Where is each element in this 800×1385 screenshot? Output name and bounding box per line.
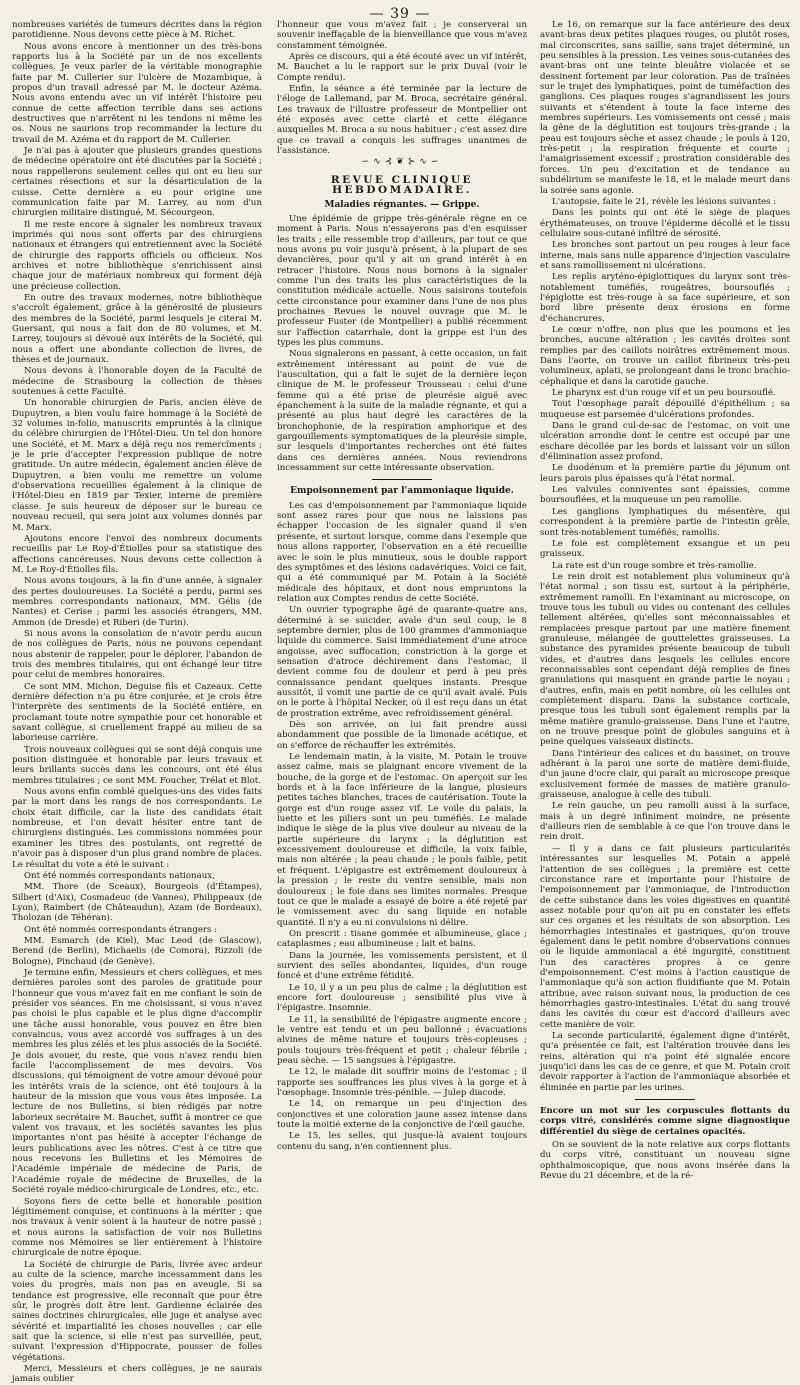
paragraph: Les cas d'empoisonnement par l'ammoniaque liquide sont assez rares pour que nous ne laissions pas échapper l'occasion de les signaler quand il s'en présente, et surtout lorsque, comme dans l'exemple que nous allons rapporter, l'observation en a été recueillie avec le soin le plus minutieux, sous le double rapport des symptômes et des lésions cadavériques. Voici ce fait, qui a été communiqué par M. Potain à la Société médicale des hôpitaux, et dont nous empruntons la relation aux Comptes rendus de cette Société.: [277, 500, 527, 604]
paragraph: Les bronches sont partout un peu rouges à leur face interne, mais sans nulle apparence d'injection vasculaire et sans ramollissement ni ulcérations.: [540, 240, 790, 271]
paragraph: La Société de chirurgie de Paris, livrée avec ardeur au culte de la science, marche incessamment dans les voies du progrès, mais non pas en aveugle. Si sa tendance est progressive, elle reconnaît que pour être sûr, le progrès doit être lent. Gardienne éclairée des saines doctrines chirurgicales, elle juge et analyse avec sévérité et impartialité les choses nouvelles ; car elle sait que la science, si elle n'est pas surveillée, peut, suivant l'expression d'Hippocrate, pousser de folles végétations.: [12, 1259, 262, 1363]
paragraph: Le 14, on remarque un peu d'injection des conjonctives et une coloration jaune assez intense dans toute la moitié externe de la conjonctive de l'œil gauche.: [277, 1099, 527, 1131]
paragraph: Ont été nommés correspondants étrangers :: [24, 924, 218, 935]
paragraph: MM. Thore (de Sceaux), Bourgeois (d'Étampes), Silbert (d'Aix), Cosmadeuc (de Vannes), Philippeaux (de Lyon), Raimbert (de Châteaudun), Azam (de Bordeaux), Tholozan (de Téhéran).: [12, 882, 262, 924]
paragraph: Le 15, les selles, qui jusque-là avaient toujours contenu du sang, n'en contiennent plus.: [277, 1131, 527, 1152]
paragraph: Soyons fiers de cette belle et honorable position légitimement conquise, et continuons à la mériter ; que nos travaux à venir soient à la hauteur de notre passé ; et nous aurons la satisfaction de voir nos Bulletins comme nos Mémoires se lier entièrement à l'histoire chirurgicale de notre époque.: [12, 1196, 262, 1259]
paragraph: La seconde particularité, également digne d'intérêt, qu'a présentée ce fait, est l'altération trouvée dans les reins, altération qui n'a point été signalée encore jusqu'ici dans les cas de ce genre, et que M. Potain croit devoir rapporter à l'action de l'ammoniaque absorbée et éliminée en partie par les urines.: [540, 1031, 790, 1093]
paragraph: Le 11, la sensibilité de l'épigastre augmente encore ; le ventre est tendu et un peu ballonné ; évacuations alvines de même nature et toujours très-copieuses ; pouls toujours très-fréquent et petit ; chaleur fébrile ; peau sèche. — 15 sangsues à l'épigastre.: [277, 1014, 527, 1066]
paragraph: Nous avons encore à mentionner un des très-bons rapports lus à la Société par un de nos excellents collègues. Je veux parler de la véritable monographie faite par M. Cullerier sur l'ulcère de Mozambique, à propos d'un travail adressé par M. le docteur Azéma. Nous avons entendu avec un vif intérêt l'histoire peu connue de cette affection terrible dans ses actions destructives que n'arrêtent ni les tendons ni même les os. Nous ne saurions trop recommander la lecture du travail de M. Azéma et du rapport de M. Cullerier.: [12, 41, 262, 145]
paragraph: Une épidémie de grippe très-générale règne en ce moment à Paris. Nous n'essayerons pas d'en esquisser les traits ; elle ressemble trop d'ailleurs, par tout ce que nous avons pu voir jusqu'à présent, à la plupart de ses devancières, pour qu'il y ait un grand intérêt à en retracer l'histoire. Nous nous bornons à la signaler comme l'un des traits les plus caractéristiques de la constitution médicale actuelle. Nous saisirons toutefois cette circonstance pour examiner dans l'une de nos plus prochaines Revues le nouvel ouvrage que M. le professeur Fuster (de Montpellier) a publié récemment sur l'affection catarrhale, dont la grippe est l'un des types les plus communs.: [277, 213, 527, 348]
paragraph: Nous devons à l'honorable doyen de la Faculté de médecine de Strasbourg la collection de thèses soutenues à cette Faculté.: [12, 366, 262, 398]
paragraph: Le lendemain matin, à la visite, M. Potain le trouve assez calme, mais se plaignant encore vivement de la bouche, de la gorge et de l'estomac. On aperçoit sur les bords et à la face inférieure de la langue, plusieurs petites taches blanches, traces de cautérisation. Toute la gorge est d'un rouge assez vif. Le voile du palais, la luette et les piliers sont un peu tuméfiés. Le malade indique le siège de la plus vive douleur au niveau de la partie supérieure du larynx ; la déglutition est excessivement douloureuse et difficile, la voix faible, mais non altérée ; la peau chaude ; le pouls faible, petit et fréquent. L'épigastre est extrêmement douloureux à la pression ; le reste du ventre sensible, mais non douloureux ; le foie dans ses limites normales. Presque tout ce que le malade a essayé de boire a été rejeté par le vomissement avec du sang liquide en notable quantité. Il n'y a eu ni convulsions ni délire.: [277, 752, 527, 928]
paragraph: Je termine enfin, Messieurs et chers collègues, et mes dernières paroles sont des paroles de gratitude pour l'honneur que vous m'avez fait en me confiant le soin de présider vos séances. En me choisissant, si vous n'avez pas choisi le plus capable et le plus digne d'accomplir une tâche aussi honorable, vous pouvez en être bien convaincus, vous avez accordé vos suffrages à un des membres les plus zélés et les plus associés de la Société. Je dois avouer, du reste, que vous n'avez rendu bien facile l'accomplissement de mes devoirs. Vos discussions, qui témoignent de votre amour dévoué pour les intérêts vrais de la science, ont été toujours à la hauteur de la mission que vous vous êtes imposée. La lecture de nos Bulletins, si bien rédigés par notre laborieux secrétaire M. Bauchet, suffit à montrer ce que valent vos travaux, et les sociétés savantes les plus importantes n'ont pas hésité à accepter l'échange de leurs publications avec les nôtres. C'est à ce titre que nous recevons les Bulletins et les Mémoires de l'Académie impériale de médecine de Paris, de l'Académie royale de médecine de Bruxelles, de la Société royale médico-chirurgicale de Londres, etc., etc.: [12, 967, 262, 1196]
paragraph: On prescrit : tisane gommée et albumineuse, glace ; cataplasmes ; eau albumineuse ; lait et bains.: [277, 928, 527, 950]
divider: [635, 1099, 695, 1100]
paragraph: Je n'ai pas à ajouter que plusieurs grandes questions de médecine opératoire ont été discutées par la Société ; nous rappellerons seulement celles qui ont eu lieu sur certaines résections et sur la désarticulation de la cuisse. Cette dernière a eu pour origine une communication faite par M. Larrey, au nom d'un chirurgien militaire distingué, M. Sécourgeon.: [12, 146, 262, 219]
paragraph: Le duodénum et la première partie du jéjunum ont leurs parois plus épaisses qu'à l'état normal.: [540, 463, 790, 484]
paragraph: Un honorable chirurgien de Paris, ancien élève de Dupuytren, a bien voulu faire hommage à la Société de 32 volumes in-folio, manuscrits empruntés à la clinique du célèbre chirurgien de l'Hôtel-Dieu. Un tel don honore une Société, et M. Marx a déjà reçu nos remercîments ; je le prie d'accepter l'expression publique de notre gratitude. Un autre médecin, également ancien élève de Dupuytren, a bien voulu me remettre un volume d'observations recueillies également à la clinique de l'Hôtel-Dieu en 1819 par Texier, interne de première classe. Je suis heureux de déposer sur le bureau ce nouveau recueil, qui sera joint aux volumes donnés par M. Marx.: [12, 398, 262, 533]
paragraph: Le pharynx est d'un rouge vif et un peu boursouflé.: [552, 388, 776, 399]
paragraph: Après ce discours, qui a été écouté avec un vif intérêt, M. Bauchet a lu le rapport sur le prix Duval (voir le Compte rendu).: [277, 52, 527, 83]
column-right: [540, 20, 791, 1182]
paragraph: — Il y a dans ce fait plusieurs particularités intéressantes sur lesquelles M. Potain a appelé l'attention de ses collègues ; la première est cette circonstance rare et importante pour l'histoire de l'empoisonnement par l'ammoniaque, de l'introduction de cette substance dans les voies digestives en quantité assez notable pour qu'on ait pu en constater les effets sur ces organes et les résultats de son absorption. Les hémorrhagies intestinales et gastriques, qu'on trouve également dans le petit nombre d'observations connues où le liquide ammoniacal a été ingurgité, constituent l'un des caractères propres à ce genre d'empoisonnement. C'est moins à l'action caustique de l'ammoniaque qu'à son action fluidifiante que M. Potain attribue, avec raison suivant nous, la production de ces hémorrhagies gastro-intestinales. L'état du sang trouvé dans les cavités du cœur est d'accord d'ailleurs avec cette manière de voir.: [540, 843, 790, 1030]
paragraph: Dès son arrivée, on lui fait prendre aussi abondamment que possible de la limonade acétique, et on s'efforce de réchauffer les extrémités.: [277, 720, 527, 751]
paragraph: Le rein gauche, un peu ramolli aussi à la surface, mais à un degré infiniment moindre, ne présente d'ailleurs rien de semblable à ce que l'on trouve dans le rein droit.: [540, 801, 790, 843]
paragraph: La rate est d'un rouge sombre et très-ramollie.: [552, 560, 757, 571]
paragraph: Il me reste encore à signaler les nombreux travaux imprimés qui nous sont offerts par des chirurgiens nationaux et étrangers qui entretiennent avec la Société de chirurgie des rapports officiels ou officieux. Nos archives et notre bibliothèque s'enrichissent ainsi chaque jour de matériaux nombreux qui forment déjà une précieuse collection.: [12, 219, 262, 292]
paragraph: Ajoutons encore l'envoi des nombreux documents recueillis par Le Roy-d'Étiolles pour sa statistique des affections cancéreuses. Nous devons cette collection à M. Le Roy-d'Étiolles fils.: [12, 533, 262, 575]
paragraph: Tout l'œsophage paraît dépouillé d'épithélium ; sa muqueuse est parsemée d'ulcérations profondes.: [540, 399, 790, 420]
paragraph: Nous avons toujours, à la fin d'une année, à signaler des pertes douloureuses. La Société a perdu, parmi ses membres correspondants nationaux, MM. Gélis (de Nantes) et Cerise ; parmi les associés étrangers, MM. Ammon (de Dresde) et Riberi (de Turin).: [12, 576, 262, 628]
paragraph: En outre des travaux modernes, notre bibliothèque s'accroît également, grâce à la générosité de plusieurs des membres de la Société, parmi lesquels je citerai M. Guersant, qui nous a fait don de 80 volumes, et M. Larrey, toujours si dévoué aux intérêts de la Société, qui nous a offert une abondante collection de livres, de thèses et de journaux.: [12, 292, 262, 365]
section-title-grippe: Maladies régnantes. — Grippe.: [324, 199, 480, 210]
divider: [372, 479, 432, 480]
page-number: — 39 —: [369, 6, 431, 22]
paragraph: L'autopsie, faite le 21, révèle les lésions suivantes :: [552, 196, 777, 207]
paragraph: Si nous avons la consolation de n'avoir perdu aucun de nos collègues de Paris, nous ne pouvons cependant nous abstenir de rappeler, pour le déplorer, l'abandon de trois des membres titulaires, qui ont échangé leur titre pour celui de membres honoraires.: [12, 628, 262, 681]
paragraph: Un ouvrier typographe âgé de quarante-quatre ans, déterminé à se suicider, avale d'un seul coup, le 8 septembre dernier, plus de 100 grammes d'ammoniaque liquide du commerce. Saisi immédiatement d'une atroce angoisse, avec suffocation, constriction à la gorge et sensation d'atroce déchirement dans l'estomac, il devient comme fou de douleur et perd à peu près connaissance pendant quelques instants. Presque aussitôt, il vomit une partie de ce qu'il avait avalé. Puis on le porte à l'hôpital Necker, où il est reçu dans un état de prostration extrême, avec refroidissement général.: [277, 605, 527, 719]
paragraph: Le 10, il y a un peu plus de calme ; la déglutition est encore fort douloureuse ; sensibilité plus vive à l'épigastre. Insomnie.: [277, 982, 527, 1014]
paragraph: Nous signalerons en passant, à cette occasion, un fait extrêmement intéressant au point de vue de l'auscultation, qui a fait le sujet de la dernière leçon clinique de M. le professeur Trousseau : celui d'une femme qui a été prise de pleurésie aiguë avec épanchement à la suite de la maladie régnante, et qui a présenté au plus haut degré les caractères de la bronchophonie, de la respiration amphorique et des gargouillements symptomatiques de la pleurésie simple, sur lesquels d'importantes recherches ont été faites dans ces dernières années. Nous reviendrons incessamment sur cette intéressante observation.: [277, 349, 527, 474]
paragraph: Les replis aryténo-épiglottiques du larynx sont très-notablement tuméfiés, rougeâtres, boursouflés ; l'épiglotte est très-rouge à sa face supérieure, et son bord libre présente deux érosions en forme d'échancrures.: [540, 272, 790, 324]
paragraph: On se souvient de la note relative aux corps flottants du corps vitré, constituant un nouveau signe ophthalmoscopique, que nous avons insérée dans la Revue du 21 décembre, et de la ré-: [540, 1140, 790, 1182]
note-title: Encore un mot sur les corpuscules flottants du corps vitré, considérés comme signe diagnostique différentiel du siège de certaines opacités.: [540, 1106, 790, 1137]
section-masthead: REVUE CLINIQUE HEBDOMADAIRE.: [330, 173, 474, 197]
paragraph: Les valvules conniventes sont épaissies, comme boursouflées, et la muqueuse un peu ramollie.: [540, 485, 790, 506]
paragraph: Dans l'intérieur des calices et du bassinet, on trouve adhérant à la paroi une sorte de matière demi-fluide, d'un jaune d'ocre clair, qui paraît au microscope presque exclusivement formée de masses de matière granulo-graisseuse, analogue à celle des tubuli.: [540, 748, 790, 801]
column-left: [12, 20, 262, 1385]
paragraph: Dans les points qui ont été le siège de plaques érythémateuses, on trouve l'épiderme décollé et le tissu cellulaire sous-cutané infiltré de sérosité.: [540, 208, 790, 239]
section-title-ammoniaque: Empoisonnement par l'ammoniaque liquide.: [290, 486, 514, 497]
paragraph: l'honneur que vous m'avez fait ; je conserverai un souvenir ineffaçable de la bienveillance que vous m'avez constamment témoignée.: [277, 20, 527, 51]
paragraph: Dans le grand cul-de-sac de l'estomac, on voit une ulcération arrondie dont le centre est occupé par une eschare décollée par les bords et laissant voir un sillon d'élimination assez profond.: [540, 421, 790, 463]
paragraph: Le cœur n'offre, non plus que les poumons et les bronches, aucune altération ; les cavités droites sont remplies par des caillots noirâtres extrêmement mous. Dans l'aorte, on trouve un caillot fibrineux très-peu volumineux, aplati, se prolongeant dans le tronc brachio-céphalique et dans la carotide gauche.: [540, 324, 790, 387]
column-middle: [277, 20, 527, 1152]
paragraph: Enfin, la séance a été terminée par la lecture de l'éloge de Lallemand, par M. Broca, secrétaire général. Les travaux de l'illustre professeur de Montpellier ont été exposés avec cette clarté et cette élégance auxquelles M. Broca a su nous habituer ; c'est assez dire que ce travail a conquis les suffrages unanimes de l'assistance.: [277, 84, 527, 157]
paragraph: Le rein droit est notablement plus volumineux qu'à l'état normal ; son tissu est, surtout à la périphérie, extrêmement ramolli. En l'examinant au microscope, on trouve tous les tubuli ou vides ou contenant des cellules tellement altérées, qu'elles sont méconnaissables et remplacées presque partout par une matière finement granuleuse, mélangée de gouttelettes graisseuses. La substance des pyramides présente beaucoup de tubuli vides, et d'autres dans lesquels les cellules encore reconnaissables sont cependant déjà remplies de fines granulations qui masquent en grande partie le noyau ; d'autres, enfin, mais en petit nombre, où les cellules ont complètement disparu. Dans la substance corticale, presque tous les tubuli sont également remplis par la même matière granulo-graisseuse. Dans l'une et l'autre, on ne trouve presque point de globules sanguins et à peine quelques vaisseaux distincts.: [540, 571, 790, 748]
paragraph: MM. Esmarch (de Kiel), Mac Leod (de Glascow), Berend (de Berlin), Michaelis (de Comora), Rizzoli (de Bologne), Pinchaud (de Genève).: [12, 935, 262, 967]
paragraph: Le 12, le malade dit souffrir moins de l'estomac ; il rapporte ses souffrances les plus vives à la gorge et à l'œsophage. Insomnie très-pénible. — Julep diacode.: [277, 1067, 527, 1099]
paragraph: Ont été nommés correspondants nationaux,: [24, 870, 215, 881]
paragraph: Le 16, on remarque sur la face antérieure des deux avant-bras deux petites plaques rouges, ou plutôt roses, mal circonscrites, sans saillie, sans trajet déterminé, un peu sensibles à la pression. Les veines sous-cutanées des avant-bras ont une teinte bleuâtre violacée et se dessinent fortement par leur coloration. Pas de traînées sur le trajet des lymphatiques, point de tuméfaction des ganglions. Ces plaques rouges s'agrandissent les jours suivants et s'étendent à toute la face interne des membres supérieurs. Les vomissements ont cessé ; mais la gêne de la déglutition est toujours très-grande ; la peau est toujours sèche et assez chaude ; le pouls à 120, très-petit ; la respiration fréquente et courte ; l'amaigrissement excessif ; prostration considérable des forces. Un peu d'excitation et de tendance au subdélirium se manifeste le 18, et le malade meurt dans la soirée sans agonie.: [540, 20, 791, 196]
paragraph: Dans la journée, les vomissements persistent, et il survient des selles abondantes, liquides, d'un rouge foncé et d'une extrême fétidité.: [277, 950, 527, 982]
paragraph: Ce sont MM. Michon, Deguise fils et Cazeaux. Cette dernière défection n'a pu être conjurée, et je crois être l'interprète des sentiments de la Société entière, en proclamant toute notre sympathie pour cet honorable et savant collègue, si cruellement frappé au milieu de sa laborieuse carrière.: [12, 681, 262, 744]
paragraph: nombreuses variétés de tumeurs décrites dans la région parotidienne. Nous devons cette pièce à M. Richet.: [12, 20, 262, 41]
paragraph: Nous avons enfin comblé quelques-uns des vides faits par la mort dans les rangs de nos correspondants. Le choix était difficile, car la liste des candidats était nombreuse, et l'on devait hésiter entre tant de chirurgiens distingués. Les commissions nommées pour examiner les titres des postulants, ont regretté de n'avoir pas à disposer d'un plus grand nombre de places. Le résultat du vote a été le suivant :: [12, 787, 262, 870]
paragraph: Trois nouveaux collègues qui se sont déjà conquis une position distinguée et honorable par leurs travaux et leurs brillants succès dans les concours, ont été élus membres titulaires ; ce sont MM. Foucher, Trélat et Blot.: [12, 744, 262, 786]
ornament-divider: ∽∿⊰❦⊱∿∽: [361, 157, 443, 168]
paragraph: Les ganglions lymphatiques du mésentère, qui correspondent à la première partie de l'intestin grêle, sont très-notablement tuméfiés, ramollis.: [540, 506, 790, 538]
paragraph: Merci, Messieurs et chers collègues, je ne saurais jamais oublier: [12, 1364, 262, 1385]
paragraph: Le foie est complètement exsangue et un peu graisseux.: [540, 538, 790, 560]
